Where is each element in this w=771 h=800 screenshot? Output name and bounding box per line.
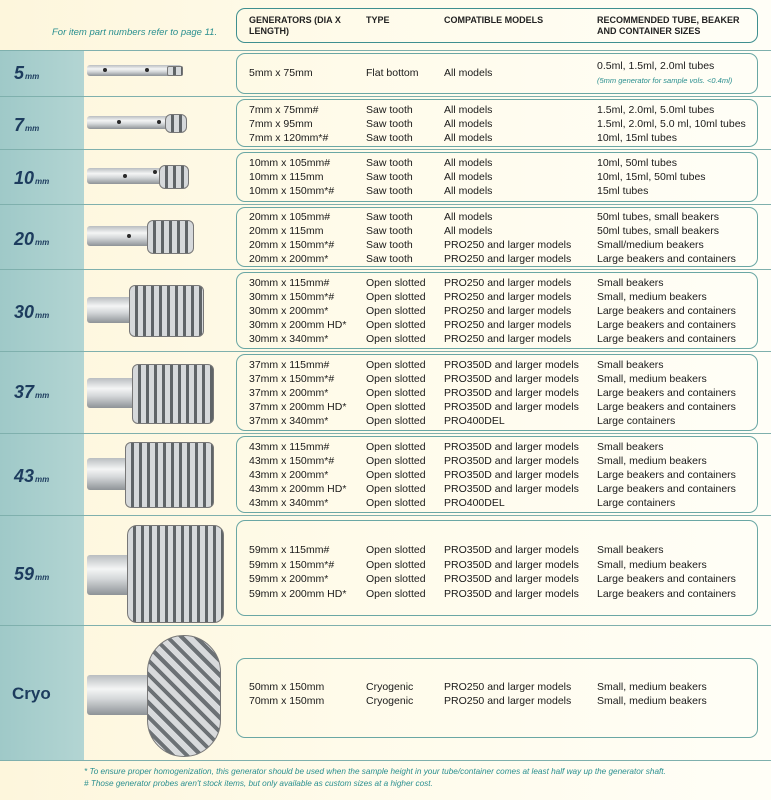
- models-cell: PRO350D and larger models: [444, 373, 579, 385]
- type-cell: Open slotted: [366, 415, 426, 427]
- generator-cell: 70mm x 150mm: [249, 695, 325, 707]
- recommended-cell: Large beakers and containers: [597, 253, 736, 265]
- recommended-cell: Small, medium beakers: [597, 455, 707, 467]
- recommended-cell: 10ml, 15ml, 50ml tubes: [597, 171, 706, 183]
- type-cell: Cryogenic: [366, 695, 414, 707]
- models-cell: All models: [444, 118, 493, 130]
- generator-cell: 37mm x 340mm*: [249, 415, 329, 427]
- generator-cell: 37mm x 150mm*#: [249, 373, 335, 385]
- models-cell: All models: [444, 157, 493, 169]
- size-label-37: 37mm: [14, 382, 50, 402]
- probe-cryo-image: [87, 675, 219, 715]
- recommended-cell: 1.5ml, 2.0ml, 5.0 ml, 10ml tubes: [597, 118, 746, 130]
- generator-cell: 37mm x 115mm#: [249, 359, 330, 371]
- size-label-59: 59mm: [14, 564, 50, 584]
- recommended-cell: Small, medium beakers: [597, 559, 707, 571]
- footnote-asterisk: * To ensure proper homogenization, this generator should be used when the sample height in your tube/container comes at least half way up the generator shaft.: [84, 767, 666, 776]
- generator-cell: 50mm x 150mm: [249, 681, 325, 693]
- recommended-cell: Large containers: [597, 497, 676, 509]
- models-cell: PRO350D and larger models: [444, 455, 579, 467]
- type-cell: Saw tooth: [366, 132, 413, 144]
- models-cell: PRO400DEL: [444, 415, 505, 427]
- models-cell: PRO350D and larger models: [444, 573, 579, 585]
- models-cell: PRO350D and larger models: [444, 483, 579, 495]
- row-separator: [0, 351, 771, 352]
- recommended-cell: Large beakers and containers: [597, 333, 736, 345]
- recommended-cell: 1.5ml, 2.0ml, 5.0ml tubes: [597, 104, 715, 116]
- row-separator: [0, 515, 771, 516]
- recommended-cell: Large beakers and containers: [597, 483, 736, 495]
- recommended-cell: 0.5ml, 1.5ml, 2.0ml tubes: [597, 60, 715, 72]
- row-separator: [0, 269, 771, 270]
- type-cell: Open slotted: [366, 373, 426, 385]
- generator-cell: 59mm x 200mm*: [249, 573, 329, 585]
- models-cell: All models: [444, 67, 493, 79]
- models-cell: All models: [444, 211, 493, 223]
- left-color-band: [0, 50, 84, 760]
- generator-cell: 20mm x 115mm: [249, 225, 324, 237]
- probe-37mm-image: [87, 378, 212, 408]
- probe-30mm-image: [87, 297, 202, 323]
- row-separator: [0, 625, 771, 626]
- size-label-43: 43mm: [14, 466, 50, 486]
- recommended-cell: Small, medium beakers: [597, 695, 707, 707]
- models-cell: All models: [444, 171, 493, 183]
- probe-43mm-image: [87, 458, 212, 490]
- type-cell: Saw tooth: [366, 185, 413, 197]
- probe-10mm-image: [87, 168, 187, 184]
- generator-cell: 30mm x 150mm*#: [249, 291, 335, 303]
- generator-cell: 10mm x 105mm#: [249, 157, 331, 169]
- row-separator: [0, 433, 771, 434]
- size-label-30: 30mm: [14, 302, 50, 322]
- models-cell: PRO350D and larger models: [444, 559, 579, 571]
- probe-5mm-image: [87, 65, 182, 76]
- row-separator: [0, 96, 771, 97]
- type-cell: Saw tooth: [366, 253, 413, 265]
- type-cell: Open slotted: [366, 333, 426, 345]
- models-cell: PRO400DEL: [444, 497, 505, 509]
- header-compatible-models: COMPATIBLE MODELS: [444, 15, 544, 25]
- models-cell: PRO350D and larger models: [444, 441, 579, 453]
- generator-cell: 5mm x 75mm: [249, 67, 313, 79]
- generator-cell: 59mm x 150mm*#: [249, 559, 335, 571]
- type-cell: Saw tooth: [366, 118, 413, 130]
- generator-cell: 30mm x 200mm*: [249, 305, 329, 317]
- row-separator: [0, 149, 771, 150]
- row-separator: [0, 204, 771, 205]
- type-cell: Open slotted: [366, 455, 426, 467]
- generator-cell: 20mm x 105mm#: [249, 211, 331, 223]
- recommended-cell: Large beakers and containers: [597, 387, 736, 399]
- recommended-cell: Large beakers and containers: [597, 305, 736, 317]
- generator-cell: 59mm x 200mm HD*: [249, 588, 347, 600]
- recommended-cell: Large beakers and containers: [597, 588, 736, 600]
- size-label-10: 10mm: [14, 168, 50, 188]
- models-cell: PRO250 and larger models: [444, 305, 572, 317]
- generator-cell: 30mm x 200mm HD*: [249, 319, 347, 331]
- models-cell: PRO350D and larger models: [444, 401, 579, 413]
- models-cell: PRO250 and larger models: [444, 291, 572, 303]
- generator-cell: 43mm x 115mm#: [249, 441, 330, 453]
- generator-cell: 20mm x 150mm*#: [249, 239, 335, 251]
- type-cell: Flat bottom: [366, 67, 419, 79]
- models-cell: PRO250 and larger models: [444, 319, 572, 331]
- type-cell: Saw tooth: [366, 104, 413, 116]
- size-label-20: 20mm: [14, 229, 50, 249]
- generator-cell: 10mm x 150mm*#: [249, 185, 335, 197]
- models-cell: PRO250 and larger models: [444, 253, 572, 265]
- recommended-cell: Small, medium beakers: [597, 291, 707, 303]
- generator-cell: 10mm x 115mm: [249, 171, 324, 183]
- probe-59mm-image: [87, 555, 222, 595]
- generator-cell: 59mm x 115mm#: [249, 544, 330, 556]
- models-cell: PRO350D and larger models: [444, 544, 579, 556]
- type-cell: Open slotted: [366, 497, 426, 509]
- generator-cell: 7mm x 120mm*#: [249, 132, 329, 144]
- row-separator: [0, 760, 771, 761]
- type-cell: Open slotted: [366, 319, 426, 331]
- generator-cell: 43mm x 340mm*: [249, 497, 329, 509]
- generator-cell: 20mm x 200mm*: [249, 253, 329, 265]
- footnote-hash: # Those generator probes aren't stock items, but only available as custom sizes at a higher cost.: [84, 779, 433, 788]
- generator-cell: 7mm x 95mm: [249, 118, 313, 130]
- type-cell: Open slotted: [366, 291, 426, 303]
- part-number-note: For item part numbers refer to page 11.: [52, 27, 218, 38]
- recommended-cell: Small beakers: [597, 359, 664, 371]
- generator-cell: 30mm x 115mm#: [249, 277, 330, 289]
- recommended-cell: Small beakers: [597, 441, 664, 453]
- recommended-cell: Small, medium beakers: [597, 681, 707, 693]
- type-cell: Open slotted: [366, 573, 426, 585]
- type-cell: Open slotted: [366, 469, 426, 481]
- sample-volume-note: (5mm generator for sample vols. <0.4ml): [597, 76, 733, 85]
- type-cell: Open slotted: [366, 441, 426, 453]
- recommended-cell: 10ml, 15ml tubes: [597, 132, 677, 144]
- models-cell: PRO250 and larger models: [444, 277, 572, 289]
- type-cell: Open slotted: [366, 359, 426, 371]
- header-recommended-sizes: RECOMMENDED TUBE, BEAKER AND CONTAINER SIZES: [597, 15, 740, 36]
- type-cell: Open slotted: [366, 588, 426, 600]
- probe-20mm-image: [87, 226, 192, 246]
- models-cell: PRO350D and larger models: [444, 588, 579, 600]
- type-cell: Open slotted: [366, 559, 426, 571]
- models-cell: All models: [444, 225, 493, 237]
- generator-cell: 37mm x 200mm HD*: [249, 401, 347, 413]
- models-cell: PRO250 and larger models: [444, 695, 572, 707]
- recommended-cell: Small beakers: [597, 544, 664, 556]
- size-label-5: 5mm: [14, 63, 40, 83]
- type-cell: Open slotted: [366, 305, 426, 317]
- size-label-7: 7mm: [14, 115, 40, 135]
- size-label-cryo: Cryo: [12, 684, 51, 703]
- recommended-cell: Small, medium beakers: [597, 373, 707, 385]
- models-cell: PRO350D and larger models: [444, 387, 579, 399]
- type-cell: Saw tooth: [366, 171, 413, 183]
- models-cell: PRO250 and larger models: [444, 333, 572, 345]
- type-cell: Open slotted: [366, 387, 426, 399]
- models-cell: PRO250 and larger models: [444, 681, 572, 693]
- type-cell: Cryogenic: [366, 681, 414, 693]
- models-cell: All models: [444, 104, 493, 116]
- generator-cell: 43mm x 200mm*: [249, 469, 329, 481]
- recommended-cell: Large beakers and containers: [597, 573, 736, 585]
- recommended-cell: 50ml tubes, small beakers: [597, 225, 719, 237]
- recommended-cell: Large beakers and containers: [597, 469, 736, 481]
- recommended-cell: 15ml tubes: [597, 185, 649, 197]
- header-type: TYPE: [366, 15, 390, 25]
- type-cell: Open slotted: [366, 401, 426, 413]
- recommended-cell: 50ml tubes, small beakers: [597, 211, 719, 223]
- models-cell: PRO350D and larger models: [444, 469, 579, 481]
- generator-cell: 37mm x 200mm*: [249, 387, 329, 399]
- type-cell: Saw tooth: [366, 225, 413, 237]
- recommended-cell: 10ml, 50ml tubes: [597, 157, 677, 169]
- generator-cell: 43mm x 150mm*#: [249, 455, 335, 467]
- models-cell: PRO350D and larger models: [444, 359, 579, 371]
- recommended-cell: Large containers: [597, 415, 676, 427]
- recommended-cell: Large beakers and containers: [597, 319, 736, 331]
- type-cell: Saw tooth: [366, 239, 413, 251]
- recommended-cell: Small beakers: [597, 277, 664, 289]
- models-cell: PRO250 and larger models: [444, 239, 572, 251]
- generator-cell: 43mm x 200mm HD*: [249, 483, 347, 495]
- recommended-cell: Large beakers and containers: [597, 401, 736, 413]
- type-cell: Open slotted: [366, 277, 426, 289]
- type-cell: Open slotted: [366, 544, 426, 556]
- generator-cell: 7mm x 75mm#: [249, 104, 319, 116]
- type-cell: Saw tooth: [366, 157, 413, 169]
- header-generators: GENERATORS (DIA X LENGTH): [249, 15, 341, 36]
- models-cell: All models: [444, 185, 493, 197]
- models-cell: All models: [444, 132, 493, 144]
- probe-7mm-image: [87, 116, 187, 129]
- type-cell: Saw tooth: [366, 211, 413, 223]
- type-cell: Open slotted: [366, 483, 426, 495]
- generator-cell: 30mm x 340mm*: [249, 333, 329, 345]
- recommended-cell: Small/medium beakers: [597, 239, 704, 251]
- row-separator: [0, 50, 771, 51]
